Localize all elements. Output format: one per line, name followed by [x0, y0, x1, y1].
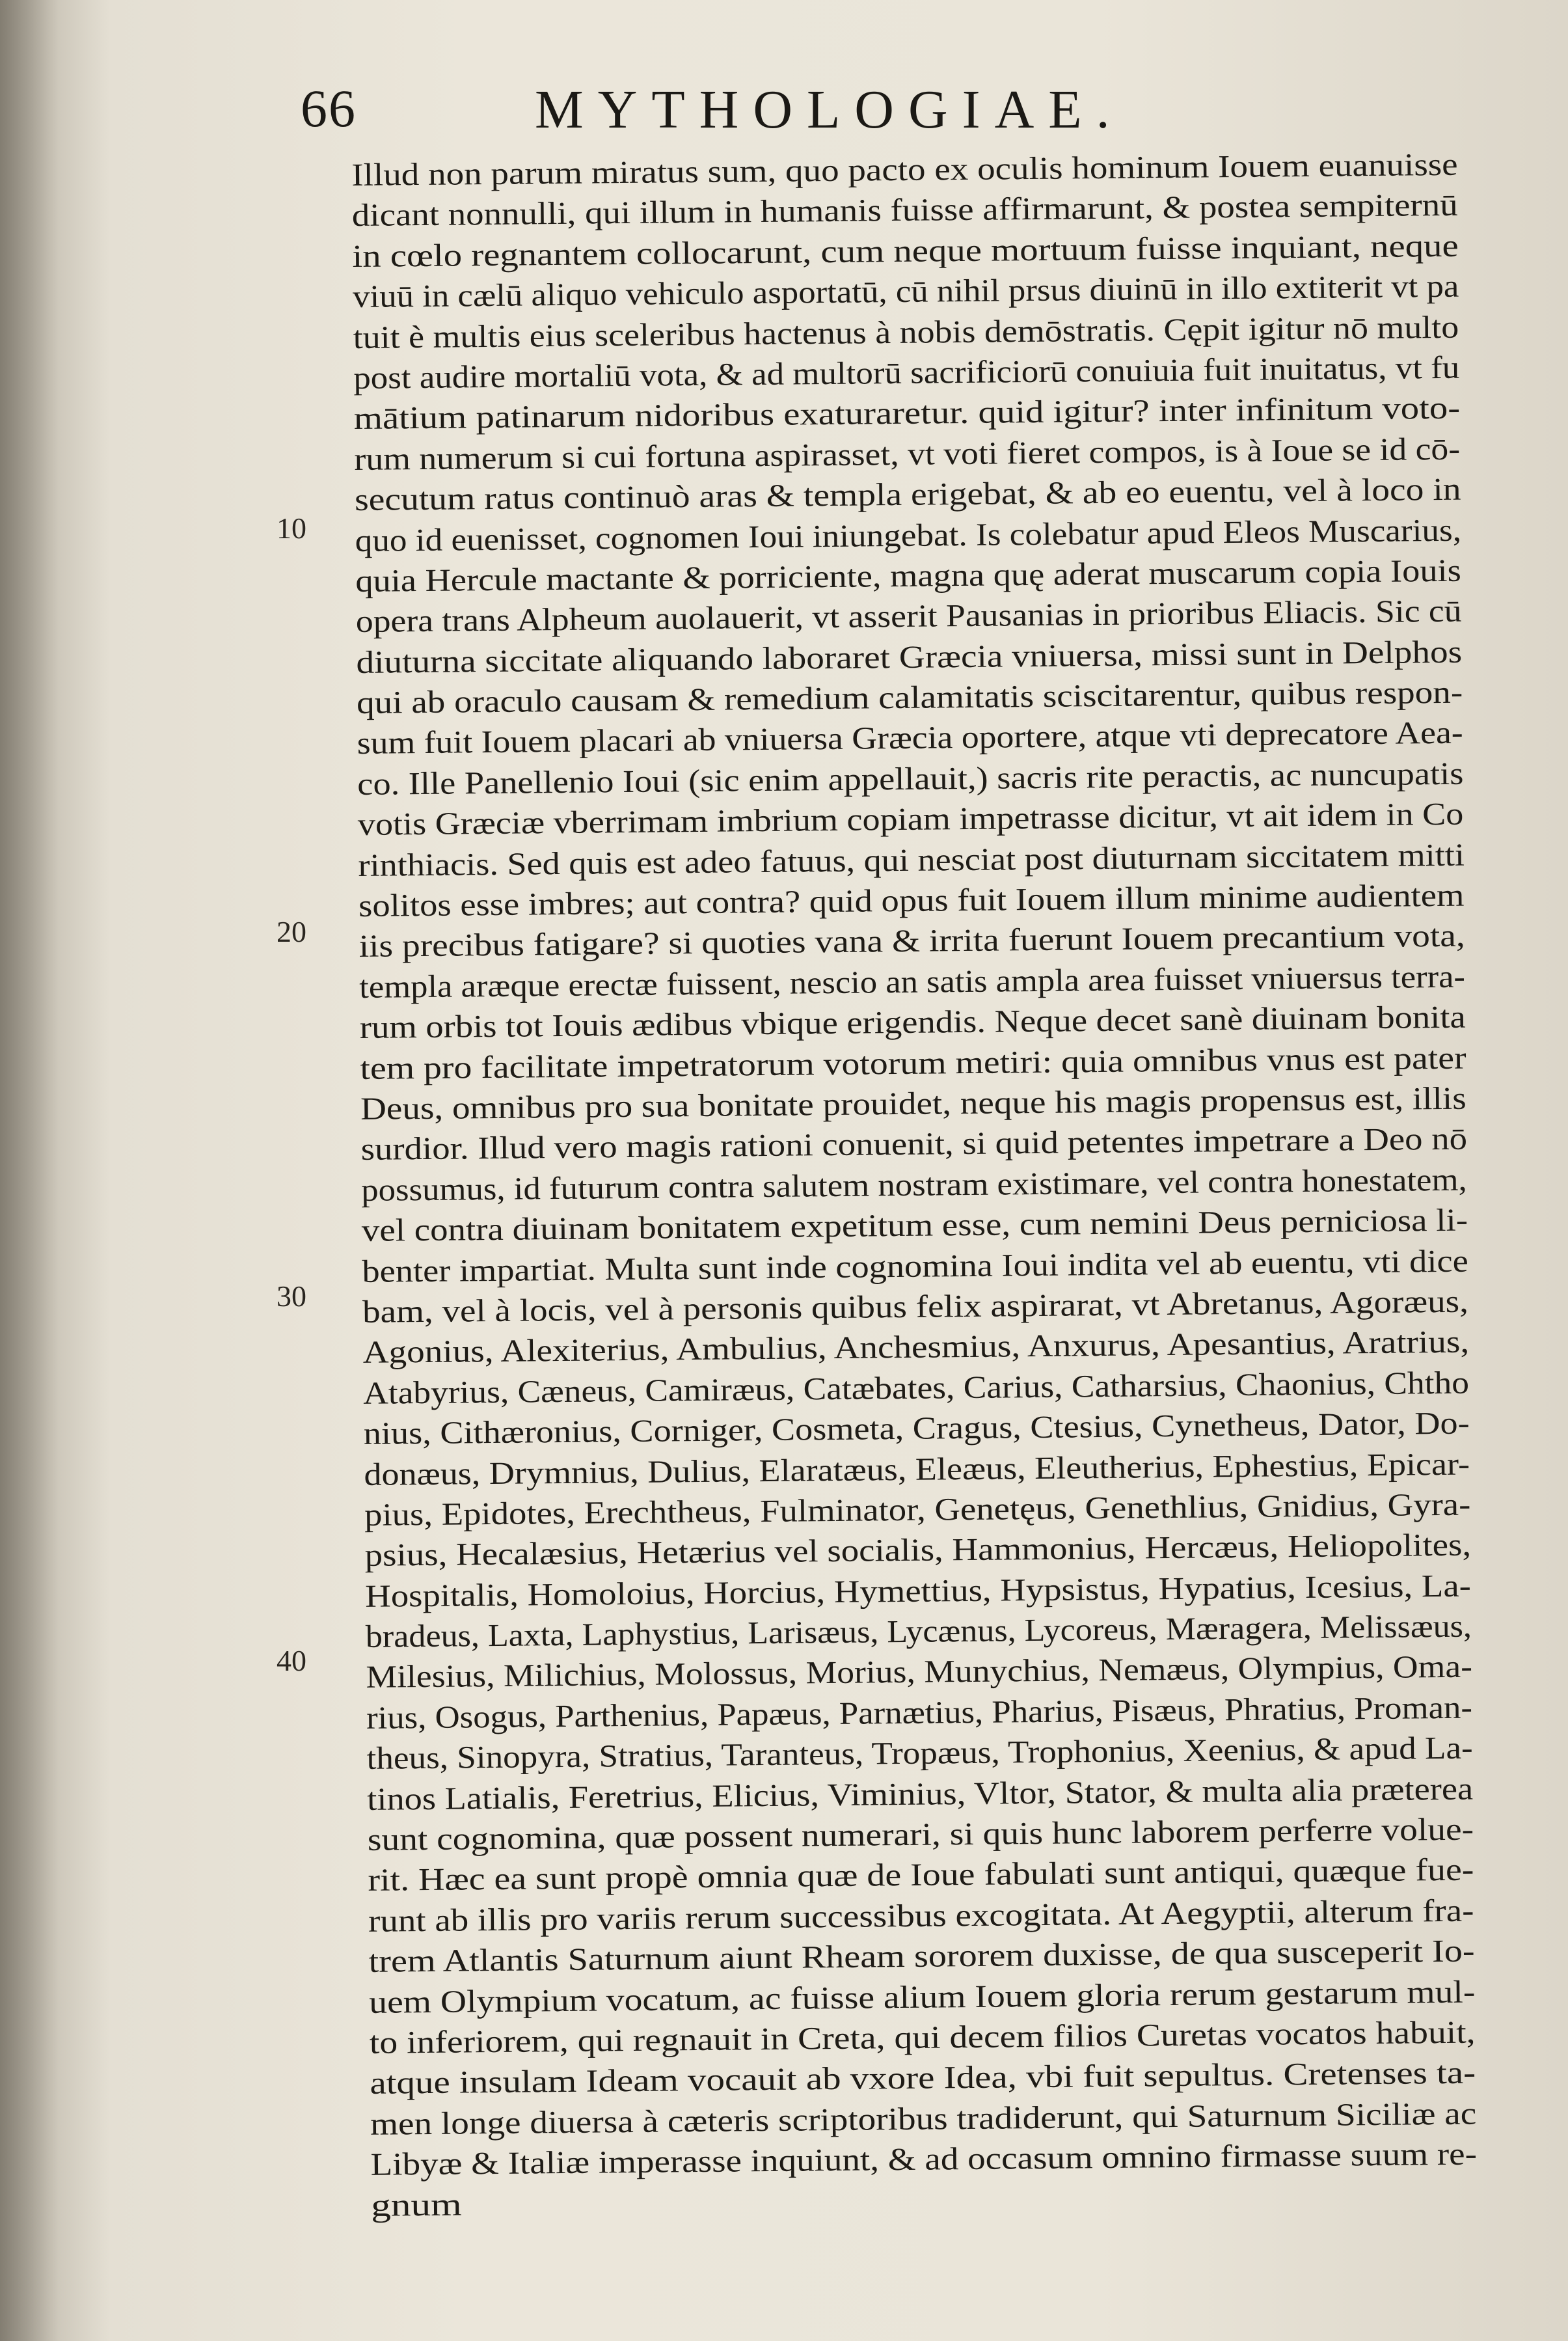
text-line: runt ab illis pro variis rerum successibus excogitata. At Aegyptii, alterum fra- [368, 1892, 1474, 1939]
text-line: theus, Sinopyra, Stratius, Taranteus, Tropæus, Trophonius, Xeenius, & apud La- [366, 1729, 1473, 1777]
text-line: iis precibus fatigare? si quoties vana & irrita fuerunt Iouem precantium vota, [358, 918, 1465, 965]
text-line: mātium patinarum nidoribus exaturaretur. quid igitur? inter infinitum voto- [353, 390, 1461, 437]
text-line: viuū in cælū aliquo vehiculo asportatū, cū nihil prsus diuinū in illo extiterit vt pa [352, 267, 1459, 315]
text-line: diuturna siccitate aliquando laboraret Græcia vniuersa, missi sunt in Delphos [356, 633, 1463, 680]
margin-line-number: 10 [277, 512, 306, 545]
text-line: Milesius, Milichius, Molossus, Morius, Munychius, Nemæus, Olympius, Oma- [366, 1649, 1473, 1695]
page-header [301, 78, 1264, 150]
text-line: bradeus, Laxta, Laphystius, Larisæus, Lycænus, Lycoreus, Mæragera, Melissæus, [365, 1608, 1472, 1654]
running-title: MYTHOLOGIAE. [535, 79, 1124, 140]
text-line: pius, Epidotes, Erechtheus, Fulminator, Genetęus, Genethlius, Gnidius, Gyra- [364, 1486, 1471, 1533]
text-line: Illud non parum miratus sum, quo pacto ex oculis hominum Iouem euanuisse [351, 146, 1458, 193]
page-edge-mark [651, 2327, 859, 2336]
text-line: tem pro facilitate impetratorum votorum metiri: quia omnibus vnus est pater [360, 1039, 1467, 1086]
text-line: Libyæ & Italiæ imperasse inquiunt, & ad occasum omnino firmasse suum re- [370, 2135, 1478, 2182]
text-line: uem Olympium vocatum, ac fuisse alium Iouem gloria rerum gestarum mul- [368, 1973, 1476, 2020]
text-line: rum orbis tot Iouis ædibus vbique erigendis. Neque decet sanè diuinam bonita [359, 998, 1466, 1046]
text-line: Deus, omnibus pro sua bonitate prouidet, neque his magis propensus est, illis [360, 1080, 1467, 1127]
page-number: 66 [301, 79, 357, 138]
margin-line-number: 30 [277, 1280, 306, 1313]
text-line: rum numerum si cui fortuna aspirasset, vt voti fieret compos, is à Ioue se id cō- [354, 430, 1461, 477]
text-line: quia Hercule mactante & porriciente, magna quę aderat muscarum copia Iouis [355, 552, 1462, 599]
text-line: surdior. Illud vero magis rationi conuenit, si quid petentes impetrare a Deo nō [360, 1120, 1468, 1168]
text-line: psius, Hecalæsius, Hetærius vel socialis, Hammonius, Hercæus, Heliopolites, [364, 1526, 1472, 1574]
text-line: Atabyrius, Cæneus, Camiræus, Catæbates, Carius, Catharsius, Chaonius, Chtho [362, 1364, 1470, 1411]
text-line: dicant nonnulli, qui illum in humanis fuisse affirmarunt, & postea sempiternū [351, 187, 1458, 234]
text-line: benter impartiat. Multa sunt inde cognomina Ioui indita vel ab euentu, vti dice [362, 1242, 1468, 1289]
text-line: in cœlo regnantem collocarunt, cum neque mortuum fuisse inquiant, neque [352, 227, 1459, 274]
text-line: donæus, Drymnius, Dulius, Elaratæus, Eleæus, Eleutherius, Ephestius, Epicar- [364, 1445, 1470, 1492]
text-line: atque insulam Ideam vocauit ab vxore Idea, vbi fuit sepultus. Cretenses ta- [370, 2054, 1476, 2101]
text-line: bam, vel à locis, vel à personis quibus felix aspirarat, vt Abretanus, Agoræus, [362, 1283, 1469, 1330]
text-line: quo id euenisset, cognomen Ioui iniungebat. Is colebatur apud Eleos Muscarius, [355, 512, 1462, 558]
text-line: secutum ratus continuò aras & templa erigebat, & ab eo euentu, vel à loco in [354, 471, 1461, 518]
text-line: rius, Osogus, Parthenius, Papæus, Parnætius, Pharius, Pisæus, Phratius, Proman- [366, 1689, 1473, 1736]
text-line: sum fuit Iouem placari ab vniuersa Græcia oportere, atque vti deprecatore Aea- [357, 715, 1463, 761]
text-line: solitos esse imbres; aut contra? quid opus fuit Iouem illum minime audientem [358, 877, 1465, 924]
text-line: gnum [370, 2186, 463, 2223]
text-line: trem Atlantis Saturnum aiunt Rheam sororem duxisse, de qua susceperit Io- [368, 1932, 1475, 1980]
text-line: rinthiacis. Sed quis est adeo fatuus, qui nesciat post diuturnam siccitatem mitti [358, 836, 1465, 883]
text-line: qui ab oraculo causam & remedium calamitatis sciscitarentur, quibus respon- [356, 674, 1463, 721]
text-line: vel contra diuinam bonitatem expetitum esse, cum nemini Deus perniciosa li- [361, 1201, 1468, 1249]
text-line: Hospitalis, Homoloius, Horcius, Hymettius, Hypsistus, Hypatius, Icesius, La- [364, 1567, 1472, 1614]
text-line: tinos Latialis, Feretrius, Elicius, Viminius, Vltor, Stator, & multa alia præterea [366, 1770, 1474, 1817]
text-line: co. Ille Panellenio Ioui (sic enim appellauit,) sacris rite peractis, ac nuncupatis [357, 755, 1464, 802]
text-line: men longe diuersa à cæteris scriptoribus tradiderunt, qui Saturnum Siciliæ ac [370, 2095, 1477, 2142]
text-line: templa aræque erectæ fuissent, nescio an satis ampla area fuisset vniuersus terra- [359, 958, 1466, 1005]
text-line: tuit è multis eius sceleribus hactenus à nobis demōstratis. Cępit igitur nō multo [353, 308, 1459, 355]
text-line: opera trans Alpheum auolauerit, vt asserit Pausanias in prioribus Eliacis. Sic cū [355, 592, 1462, 640]
text-line: Agonius, Alexiterius, Ambulius, Anchesmius, Anxurus, Apesantius, Aratrius, [362, 1323, 1470, 1371]
body-text [351, 144, 1477, 2226]
text-line: to inferiorem, qui regnauit in Creta, qui decem filios Curetas vocatos habuit, [369, 2014, 1476, 2060]
text-line: votis Græciæ vberrimam imbrium copiam impetrasse dicitur, vt ait idem in Co [357, 795, 1464, 843]
page-gutter-shadow [0, 0, 59, 2341]
margin-line-number: 20 [277, 915, 306, 948]
text-line: sunt cognomina, quæ possent numerari, si quis hunc laborem perferre volue- [367, 1811, 1474, 1857]
text-line: post audire mortaliū vota, & ad multorū sacrificiorū conuiuia fuit inuitatus, vt fu [353, 349, 1460, 396]
text-line: possumus, id futurum contra salutem nostram existimare, vel contra honestatem, [361, 1161, 1467, 1208]
text-line: rit. Hæc ea sunt propè omnia quæ de Ioue fabulati sunt antiqui, quæque fue- [368, 1851, 1474, 1898]
text-line: nius, Cithæronius, Corniger, Cosmeta, Cragus, Ctesius, Cynetheus, Dator, Do- [363, 1404, 1470, 1452]
margin-line-number: 40 [277, 1644, 306, 1677]
